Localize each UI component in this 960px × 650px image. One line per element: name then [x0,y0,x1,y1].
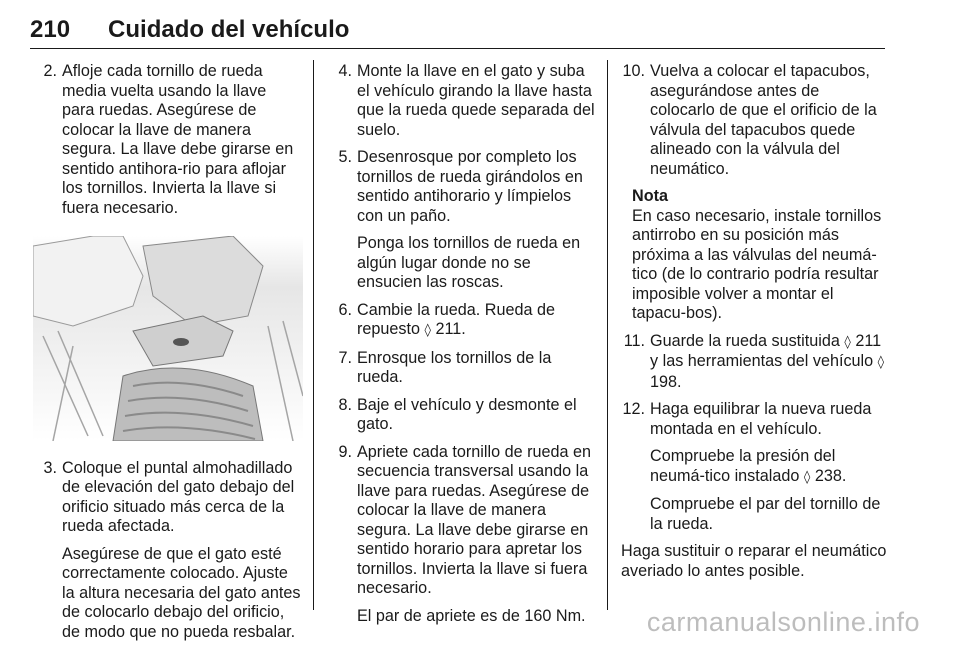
step-number: 6. [338,300,352,319]
step-number: 8. [338,395,352,414]
note-title: Nota [632,187,668,205]
page-reference[interactable]: 211 [855,331,882,350]
step-12 [618,400,888,534]
step-subtext: Ponga los tornillos de rueda en algún lugar donde no se ensucien las roscas. [357,234,581,291]
page-reference-icon: ◊ [844,334,851,350]
step-8 [325,396,595,435]
jack-under-vehicle-illustration [33,236,303,441]
page-reference-icon: ◊ [803,469,811,485]
step-subtext: Compruebe el par del tornillo de la rueda. [650,495,881,533]
step-text: Desenrosque por completo los tornillos de rueda girándolos en sentido antihorario y límpielos con un paño. [357,148,583,225]
step-4 [325,62,595,140]
step-2 [30,62,302,218]
step-subtext: Asegúrese de que el gato esté correctamente colocado. Ajuste la altura necesaria del gato antes de colocarlo debajo del orificio, de modo que no pueda resbalar. [62,544,301,641]
closing-text: Haga sustituir o reparar el neumático averiado lo antes posible. [621,542,887,580]
page-reference-icon: ◊ [424,323,431,338]
page-reference-icon: ◊ [877,355,885,370]
page-number: 210 [30,16,71,43]
step-number: 10. [622,62,645,80]
chapter-title: Cuidado del vehículo [108,16,350,43]
step-text: Apriete cada tornillo de rueda en secuencia transversal usando la llave para ruedas. Asegúrese de colocar la llave de manera segura. La llave debe girarse en sentido horario para apretar los tornillos. Invierta la llave si fuera necesario. [357,442,591,597]
step-10 [618,62,888,179]
step-number: 7. [338,348,352,367]
step-text: y las herramientas del vehículo [650,352,874,370]
step-number: 2. [43,62,57,80]
note-text: En caso necesario, instale tornillos antirrobo en su posición más próxima a las válvulas del neumá-tico (de lo contrario podría resultar imposible volver a montar el tapacu-bos). [632,206,882,322]
page-reference[interactable]: 238. [814,466,847,485]
page-header [30,16,885,49]
step-text: Guarde la rueda sustituida [650,331,840,350]
step-text: Vuelva a colocar el tapacubos, asegurándose antes de colocarlo de que el orificio de la válvula del tapacubos quede alineado con la válvula del neumático. [650,62,877,178]
step-6 [325,301,595,341]
step-9 [325,443,595,627]
step-number: 11. [623,331,645,350]
step-subtext: El par de apriete es de 160 Nm. [357,606,586,625]
step-text: Coloque el puntal almohadillado de elevación del gato debajo del orificio situado más cerca de la rueda afectada. [62,458,295,535]
column-divider [313,60,314,610]
step-text: Haga equilibrar la nueva rueda montada en el vehículo. [650,400,872,438]
step-7 [325,349,595,388]
column-right [618,62,888,581]
step-number: 5. [338,148,352,166]
step-text: Enrosque los tornillos de la rueda. [357,348,552,386]
step-number: 9. [338,442,352,461]
step-text: Baje el vehículo y desmonte el gato. [357,395,577,433]
column-divider [607,60,608,610]
step-subtext: Compruebe la presión del neumá-tico instalado [650,447,836,485]
page-reference[interactable]: 211. [435,320,466,338]
step-number: 12. [622,400,645,418]
column-middle [325,62,595,634]
page-reference[interactable]: 198. [650,372,682,391]
watermark: carmanualsonline.info [646,607,920,637]
column-left [30,62,302,650]
note-box [632,187,888,324]
step-11 [618,332,888,393]
step-number: 3. [43,458,57,477]
step-text: Monte la llave en el gato y suba el vehículo girando la llave hasta que la rueda quede separada del suelo. [357,62,595,139]
step-text: Cambie la rueda. Rueda de repuesto [357,300,555,338]
step-3 [30,459,302,643]
step-5 [325,148,595,293]
step-text: Afloje cada tornillo de rueda media vuelta usando la llave para ruedas. Asegúrese de colocar la llave de manera segura. La llave debe girarse en sentido antihora-rio para aflojar los tornillos. Invierta la llave si fuera necesario. [62,62,294,217]
step-number: 4. [338,62,352,80]
